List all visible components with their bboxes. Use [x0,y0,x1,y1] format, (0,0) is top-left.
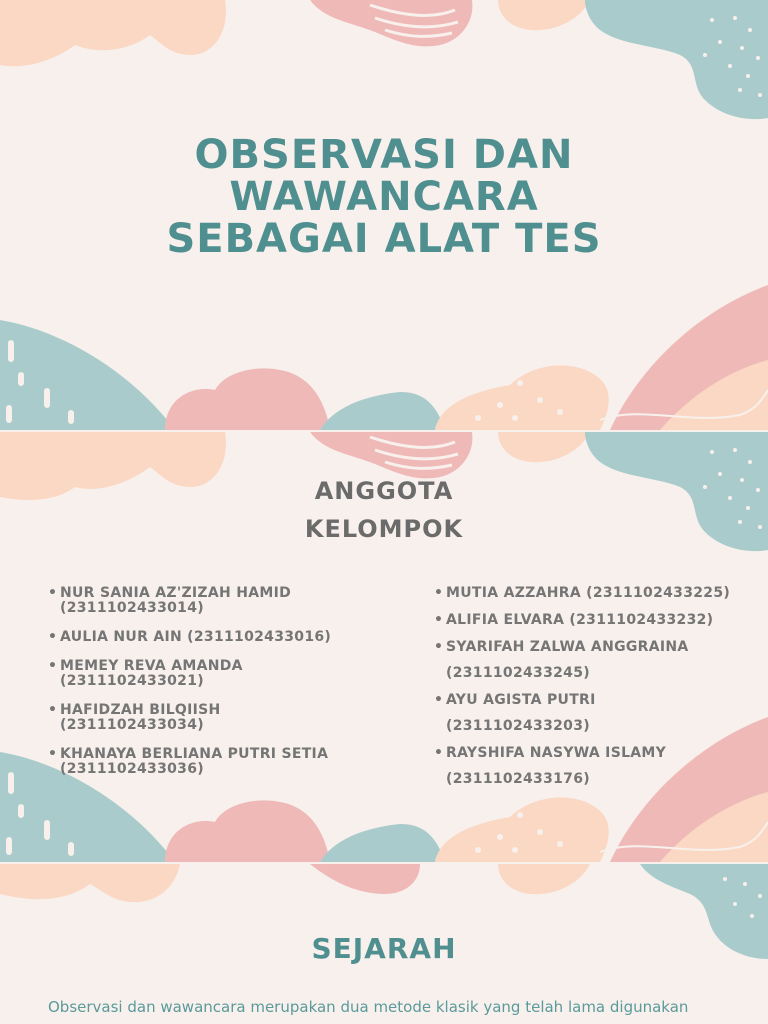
members-heading-line-2: KELOMPOK [304,515,464,543]
list-item: • AULIA NUR AIN (2311102433016) [48,630,378,645]
list-item: • HAFIDZAH BILQIISH (2311102433034) [48,703,378,733]
title-line-1: OBSERVASI DAN [194,132,574,178]
slide-members [0,432,768,862]
history-heading: SEJARAH [311,932,457,965]
members-heading-line-1: ANGGOTA [314,477,454,505]
list-item: • ALIFIA ELVARA (2311102433232) [434,607,764,633]
title-line-2: WAWANCARA [229,174,539,220]
history-paragraph: Observasi dan wawancara merupakan dua metode klasik yang telah lama digunakan [48,998,689,1016]
list-item: • SYARIFAH ZALWA ANGGRAINA (2311102433245) [434,634,764,686]
list-item: • MUTIA AZZAHRA (2311102433225) [434,580,764,606]
title-line-3: SEBAGAI ALAT TES [166,216,602,262]
list-item: • RAYSHIFA NASYWA ISLAMY (2311102433176) [434,740,764,792]
members-list-left [48,586,378,791]
slide-history [0,864,768,1024]
list-item: • NUR SANIA AZ'ZIZAH HAMID (2311102433014) [48,586,378,616]
slide-title [0,0,768,430]
slide-title-heading [0,134,768,260]
members-heading [0,472,768,548]
list-item: • MEMEY REVA AMANDA (2311102433021) [48,659,378,689]
list-item: • KHANAYA BERLIANA PUTRI SETIA (2311102433036) [48,747,378,777]
list-item: • AYU AGISTA PUTRI (2311102433203) [434,687,764,739]
members-list-right [434,580,764,793]
